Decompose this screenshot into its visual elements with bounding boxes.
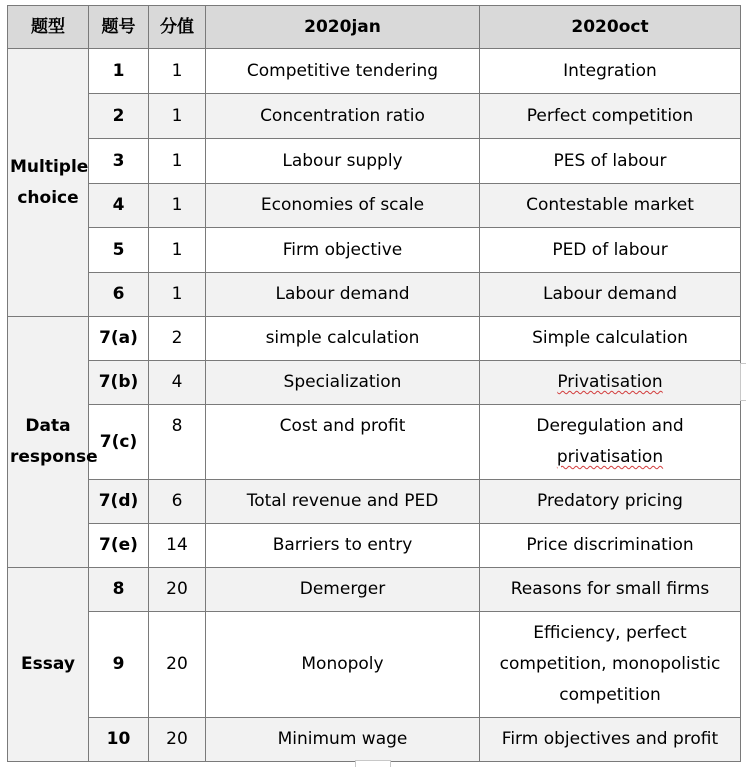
topic-2020oct: PED of labour <box>480 228 741 273</box>
topic-2020jan: Minimum wage <box>206 718 480 762</box>
header-row <box>8 6 741 49</box>
question-number: 7(d) <box>89 480 149 524</box>
question-score: 4 <box>149 361 206 405</box>
question-score: 14 <box>149 524 206 568</box>
section-essay: Essay <box>8 568 89 762</box>
table-row <box>8 524 741 568</box>
topic-2020oct: Contestable market <box>480 184 741 228</box>
topic-2020oct: Firm objectives and profit <box>480 718 741 762</box>
question-number: 4 <box>89 184 149 228</box>
topic-2020oct-line2: privatisation <box>556 447 664 467</box>
question-score: 1 <box>149 273 206 317</box>
question-number: 6 <box>89 273 149 317</box>
question-score: 20 <box>149 612 206 718</box>
question-score: 1 <box>149 228 206 273</box>
header-2020oct: 2020oct <box>480 6 741 49</box>
topic-2020oct: Perfect competition <box>480 94 741 139</box>
header-score: 分值 <box>149 6 206 49</box>
question-number: 7(c) <box>89 405 149 480</box>
topic-2020oct <box>480 405 741 480</box>
table-row <box>8 273 741 317</box>
question-score: 20 <box>149 718 206 762</box>
exam-topics-table <box>7 5 741 762</box>
table-row <box>8 361 741 405</box>
table-row <box>8 480 741 524</box>
question-number: 9 <box>89 612 149 718</box>
question-score: 1 <box>149 94 206 139</box>
topic-2020jan: Labour supply <box>206 139 480 184</box>
question-number: 7(a) <box>89 317 149 361</box>
table-row <box>8 568 741 612</box>
topic-2020oct: Privatisation <box>557 372 663 392</box>
question-number: 3 <box>89 139 149 184</box>
topic-2020jan: Concentration ratio <box>206 94 480 139</box>
topic-2020oct-line1: Deregulation and <box>536 416 684 436</box>
table-row <box>8 139 741 184</box>
question-number: 7(e) <box>89 524 149 568</box>
question-score: 1 <box>149 184 206 228</box>
page-edge-fragment <box>740 363 746 401</box>
table-row <box>8 405 741 480</box>
topic-2020oct: Reasons for small firms <box>480 568 741 612</box>
question-number: 2 <box>89 94 149 139</box>
question-score: 8 <box>149 405 206 480</box>
question-score: 1 <box>149 49 206 94</box>
topic-2020oct: Predatory pricing <box>480 480 741 524</box>
table-row <box>8 94 741 139</box>
table-row <box>8 718 741 762</box>
question-number: 1 <box>89 49 149 94</box>
topic-2020jan: Demerger <box>206 568 480 612</box>
section-multiple-choice: Multiple choice <box>8 49 89 317</box>
question-number: 8 <box>89 568 149 612</box>
topic-2020oct: Price discrimination <box>480 524 741 568</box>
table-row <box>8 49 741 94</box>
header-number: 题号 <box>89 6 149 49</box>
section-data-response: Data response <box>8 317 89 568</box>
question-number: 7(b) <box>89 361 149 405</box>
topic-2020jan: simple calculation <box>206 317 480 361</box>
question-number: 5 <box>89 228 149 273</box>
question-score: 6 <box>149 480 206 524</box>
table-row <box>8 612 741 718</box>
header-type: 题型 <box>8 6 89 49</box>
topic-2020oct: Efficiency, perfect competition, monopolistic competition <box>480 612 741 718</box>
question-score: 1 <box>149 139 206 184</box>
question-score: 20 <box>149 568 206 612</box>
topic-2020jan: Economies of scale <box>206 184 480 228</box>
topic-2020jan: Competitive tendering <box>206 49 480 94</box>
topic-2020oct: Labour demand <box>480 273 741 317</box>
topic-2020oct: Simple calculation <box>480 317 741 361</box>
question-number: 10 <box>89 718 149 762</box>
topic-2020oct: Integration <box>480 49 741 94</box>
table-row <box>8 317 741 361</box>
topic-2020jan: Firm objective <box>206 228 480 273</box>
topic-2020jan: Labour demand <box>206 273 480 317</box>
topic-2020oct: PES of labour <box>480 139 741 184</box>
topic-2020jan: Specialization <box>206 361 480 405</box>
topic-2020jan: Monopoly <box>206 612 480 718</box>
table-row <box>8 184 741 228</box>
topic-2020jan: Total revenue and PED <box>206 480 480 524</box>
topic-2020jan: Cost and profit <box>206 405 480 480</box>
header-2020jan: 2020jan <box>206 6 480 49</box>
topic-2020jan: Barriers to entry <box>206 524 480 568</box>
table-row <box>8 228 741 273</box>
question-score: 2 <box>149 317 206 361</box>
